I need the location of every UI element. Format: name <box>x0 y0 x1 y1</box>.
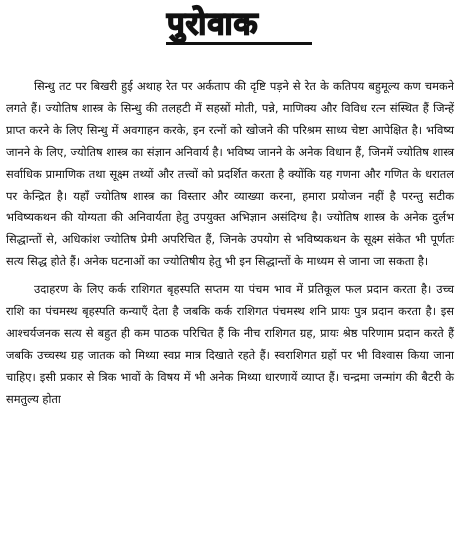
paragraph-2: उदाहरण के लिए कर्क राशिगत बृहस्पति सप्तम या पंचम भाव में प्रतिकूल फल प्रदान करता है। उच्च राशि का पंचमस्थ बृहस्पति कन्याएँ देता है जबकि कर्क राशिगत पंचमस्थ शनि प्रायः पुत्र प्रदान करता है। इस आश्चर्यजनक सत्य से बहुत ही कम पाठक परिचित हैं कि नीच राशिगत ग्रह, प्रायः श्रेष्ठ परिणाम प्रदान करते हैं जबकि उच्चस्थ ग्रह जातक को मिथ्या स्वप्न मात्र दिखाते रहते हैं। स्वराशिगत ग्रहों पर भी विश्वास किया जाना चाहिए। इसी प्रकार से त्रिक भावों के विषय में भी अनेक मिथ्या धारणायें व्याप्त हैं। चन्द्रमा जन्मांग की बैटरी के समतुल्य होता <box>6 282 454 406</box>
title-underline <box>166 42 312 45</box>
page-title: पुरोवाक <box>167 6 259 42</box>
document-body <box>6 76 454 411</box>
heading-block <box>6 6 454 50</box>
paragraph-1: सिन्धु तट पर बिखरी हुई अथाह रेत पर अर्कताप की दृष्टि पड़ने से रेत के कतिपय बहुमूल्य कण चमकने लगते हैं। ज्योतिष शास्त्र के सिन्धु की तलहटी में सहस्रों मोती, पन्ने, माणिक्य और विविध रत्न संस्थित हैं जिन्हें प्राप्त करने के लिए सिन्धु में अवगाहन करके, इन रत्नों को खोजने की परिश्रम साध्य चेष्टा आपेक्षित है। भविष्य जानने के लिए, ज्योतिष शास्त्र का संज्ञान अनिवार्य है। भविष्य जानने के अनेक विधान हैं, जिनमें ज्योतिष शास्त्र सर्वाधिक प्रामाणिक तथा सूक्ष्म तथ्यों और तत्त्वों को प्रदर्शित करता है क्योंकि यह गणना और गणित के धरातल पर केन्द्रित है। यहाँ ज्योतिष शास्त्र का विस्तार और व्याख्या करना, हमारा प्रयोजन नहीं है परन्तु सटीक भविष्यकथन की योग्यता की अनिवार्यता हेतु उपयुक्त अभिज्ञान असंदिग्ध है। ज्योतिष शास्त्र के अनेक दुर्लभ सिद्धान्तों से, अधिकांश ज्योतिष प्रेमी अपरिचित हैं, जिनके उपयोग से भविष्यकथन के सूक्ष्म संकेत भी पूर्णतः सत्य सिद्ध होते हैं। अनेक घटनाओं का ज्योतिषीय हेतु भी इन सिद्धान्तों के माध्यम से जाना जा सकता है। <box>6 79 454 269</box>
